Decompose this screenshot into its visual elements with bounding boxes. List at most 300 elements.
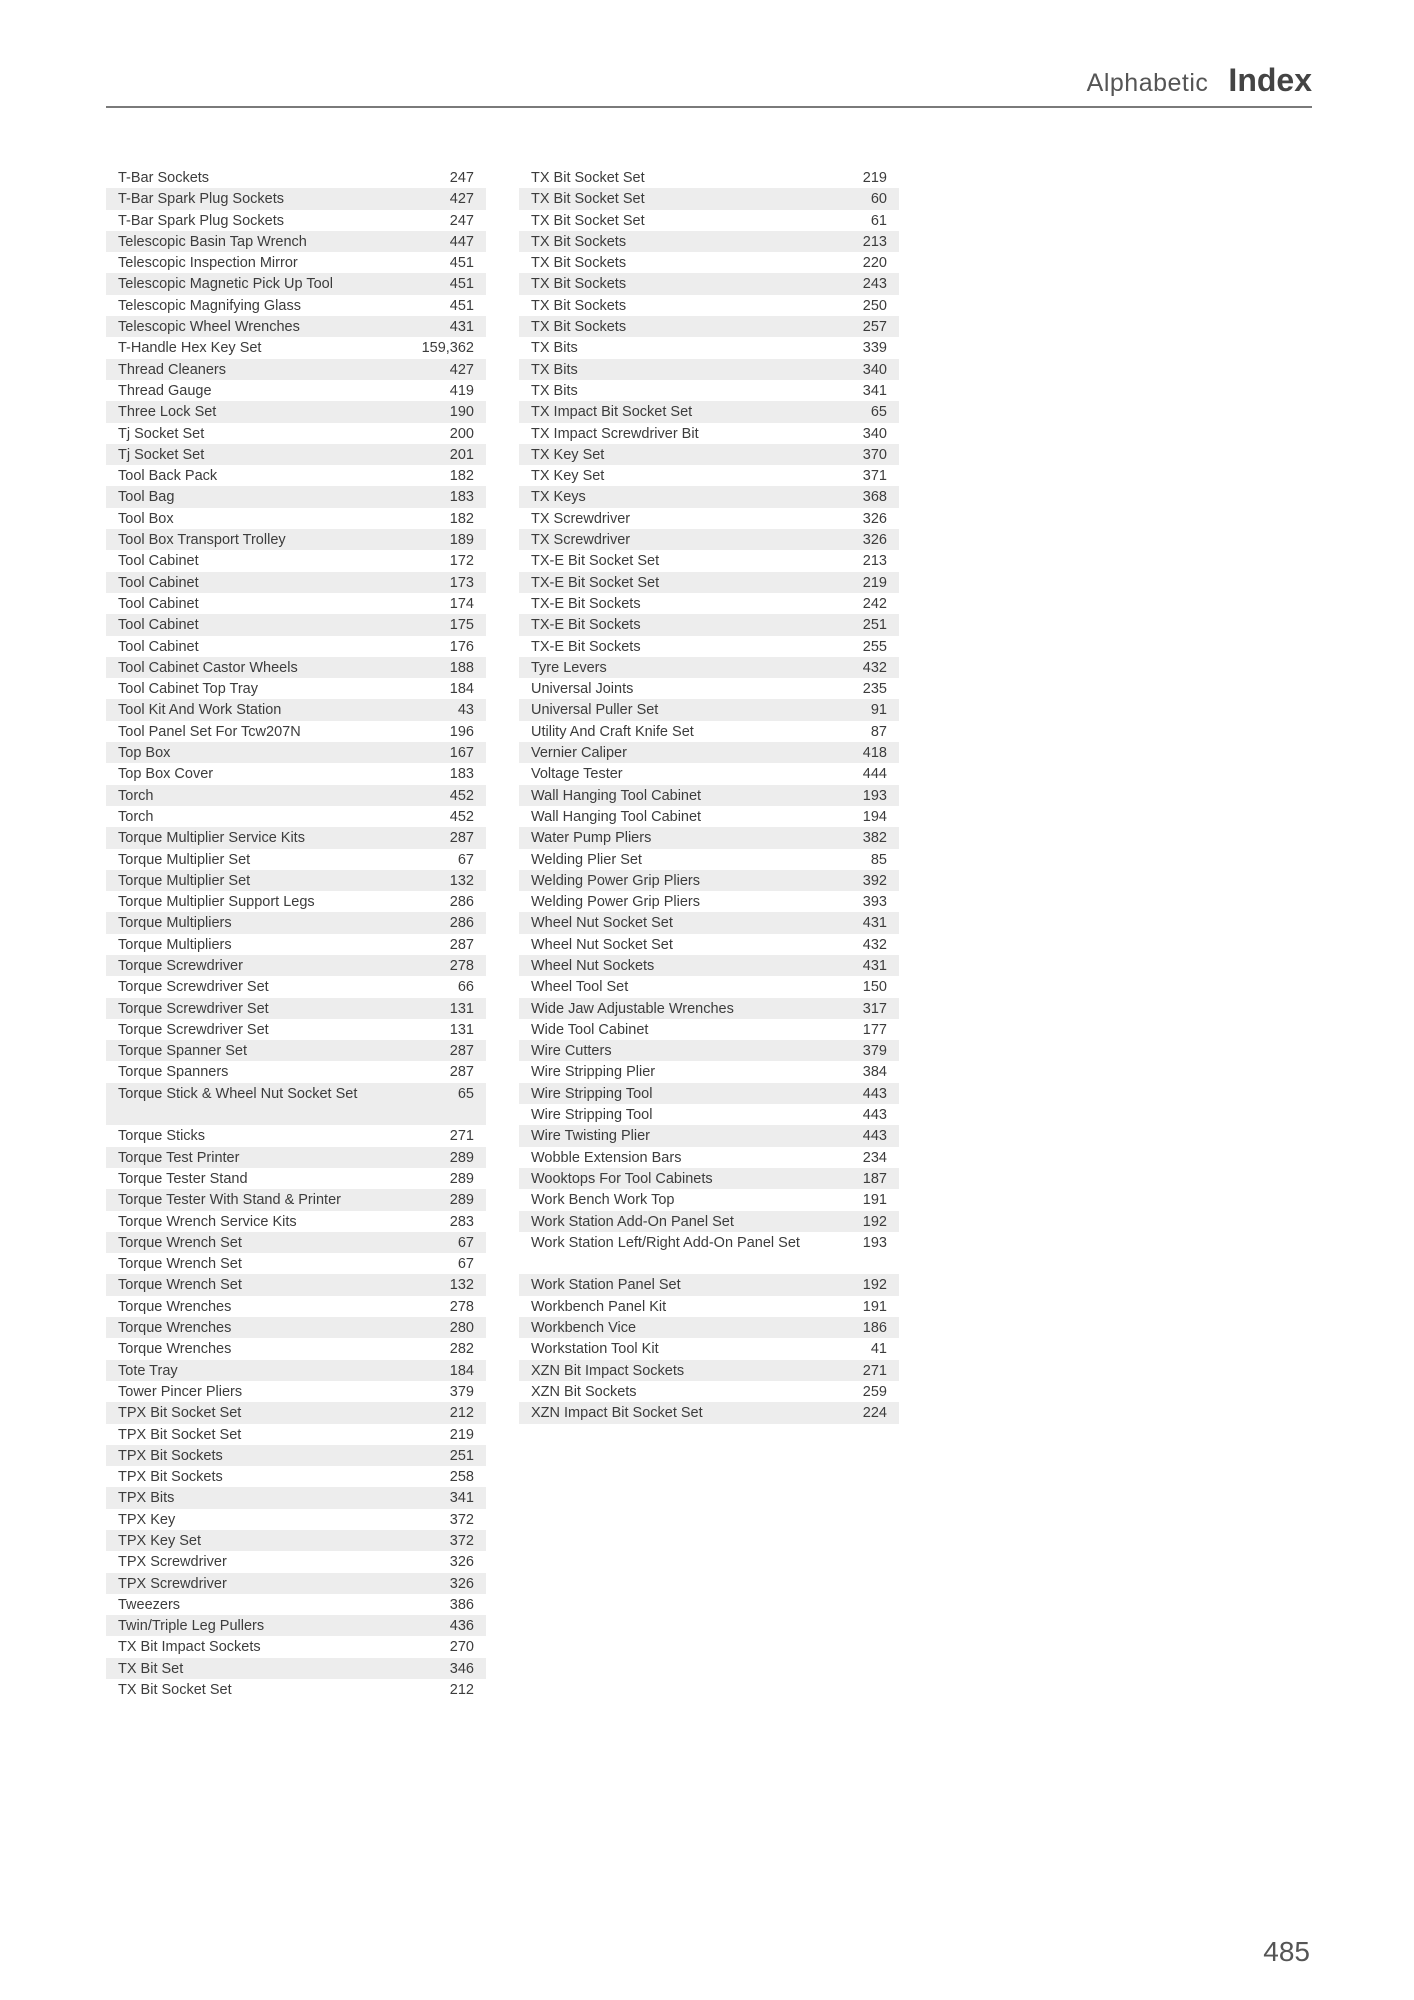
index-page-ref: 177 bbox=[862, 1021, 887, 1038]
index-page-ref: 67 bbox=[457, 851, 474, 868]
index-term: Torque Multiplier Set bbox=[118, 872, 251, 889]
index-page-ref: 382 bbox=[862, 830, 887, 847]
index-page-ref: 370 bbox=[862, 446, 887, 463]
index-term: TPX Bit Socket Set bbox=[118, 1426, 242, 1443]
index-row bbox=[519, 1232, 899, 1275]
index-row bbox=[519, 1360, 899, 1381]
index-page-ref: 182 bbox=[449, 468, 474, 485]
index-page-ref: 194 bbox=[862, 808, 887, 825]
index-term: Universal Puller Set bbox=[531, 702, 659, 719]
index-term: Torque Wrenches bbox=[118, 1320, 232, 1337]
index-term: Wire Cutters bbox=[531, 1043, 612, 1060]
index-row bbox=[519, 1147, 899, 1168]
index-row bbox=[519, 785, 899, 806]
index-page-ref: 201 bbox=[449, 446, 474, 463]
index-page-ref: 191 bbox=[862, 1192, 887, 1209]
index-page-ref: 219 bbox=[449, 1426, 474, 1443]
index-row bbox=[519, 912, 899, 933]
index-page-ref: 447 bbox=[449, 233, 474, 250]
index-row bbox=[519, 529, 899, 550]
index-page-ref: 219 bbox=[862, 170, 887, 186]
index-term: Utility And Craft Knife Set bbox=[531, 723, 694, 740]
index-term: Wire Stripping Plier bbox=[531, 1064, 656, 1081]
index-row bbox=[106, 1573, 486, 1594]
index-row bbox=[519, 1019, 899, 1040]
index-row bbox=[519, 273, 899, 294]
index-row bbox=[106, 636, 486, 657]
index-row bbox=[106, 167, 486, 188]
index-row bbox=[106, 1636, 486, 1657]
index-row bbox=[519, 998, 899, 1019]
index-term: TX-E Bit Sockets bbox=[531, 638, 641, 655]
index-row bbox=[519, 1274, 899, 1295]
index-page-ref: 287 bbox=[449, 936, 474, 953]
index-term: TX Bits bbox=[531, 340, 578, 357]
index-row bbox=[106, 699, 486, 720]
index-row bbox=[106, 1594, 486, 1615]
index-row bbox=[519, 870, 899, 891]
index-row bbox=[106, 976, 486, 997]
index-page-ref: 196 bbox=[449, 723, 474, 740]
index-row bbox=[519, 1125, 899, 1146]
index-term: Torque Wrench Set bbox=[118, 1277, 242, 1294]
index-row bbox=[519, 806, 899, 827]
index-row bbox=[106, 1147, 486, 1168]
index-term: Tool Cabinet bbox=[118, 574, 199, 591]
index-page-ref: 282 bbox=[449, 1341, 474, 1358]
index-page-ref: 393 bbox=[862, 894, 887, 911]
index-term: TPX Bits bbox=[118, 1490, 175, 1507]
index-page-ref: 326 bbox=[449, 1575, 474, 1592]
index-row bbox=[519, 1296, 899, 1317]
index-term: TX Bit Sockets bbox=[531, 255, 627, 272]
index-term: Workbench Vice bbox=[531, 1320, 637, 1337]
index-page-ref: 340 bbox=[862, 425, 887, 442]
index-term: Torque Multiplier Service Kits bbox=[118, 830, 305, 847]
index-page-ref: 427 bbox=[449, 361, 474, 378]
index-term: Torque Tester Stand bbox=[118, 1170, 248, 1187]
index-page-ref: 85 bbox=[870, 851, 887, 868]
index-row bbox=[519, 593, 899, 614]
index-page-ref: 346 bbox=[449, 1660, 474, 1677]
index-row bbox=[519, 891, 899, 912]
index-row bbox=[519, 167, 899, 188]
index-row bbox=[519, 1211, 899, 1232]
index-row bbox=[106, 1232, 486, 1253]
index-term: Top Box Cover bbox=[118, 766, 214, 783]
index-row bbox=[106, 827, 486, 848]
index-term: Work Station Left/Right Add-On Panel Set bbox=[531, 1234, 800, 1251]
index-page-ref: 187 bbox=[862, 1170, 887, 1187]
index-row bbox=[106, 1083, 486, 1126]
index-row bbox=[106, 380, 486, 401]
index-row bbox=[519, 849, 899, 870]
index-page-ref: 67 bbox=[457, 1234, 474, 1251]
index-term: TX-E Bit Socket Set bbox=[531, 553, 660, 570]
index-row bbox=[519, 252, 899, 273]
index-page-ref: 386 bbox=[449, 1596, 474, 1613]
index-row bbox=[519, 380, 899, 401]
index-term: Telescopic Magnifying Glass bbox=[118, 297, 301, 314]
index-row bbox=[519, 444, 899, 465]
index-row bbox=[106, 1381, 486, 1402]
index-term: TX Impact Bit Socket Set bbox=[531, 404, 693, 421]
index-row bbox=[106, 593, 486, 614]
index-page-ref: 87 bbox=[870, 723, 887, 740]
index-term: T-Bar Sockets bbox=[118, 170, 210, 186]
index-page-ref: 250 bbox=[862, 297, 887, 314]
index-row bbox=[519, 1381, 899, 1402]
index-row bbox=[106, 1424, 486, 1445]
index-page-ref: 191 bbox=[862, 1298, 887, 1315]
index-page-ref: 286 bbox=[449, 894, 474, 911]
index-term: Torque Wrench Set bbox=[118, 1234, 242, 1251]
index-term: Workstation Tool Kit bbox=[531, 1341, 659, 1358]
index-row bbox=[519, 699, 899, 720]
index-row bbox=[106, 1211, 486, 1232]
index-term: Torque Spanner Set bbox=[118, 1043, 247, 1060]
index-page-ref: 213 bbox=[862, 553, 887, 570]
index-page-ref: 451 bbox=[449, 297, 474, 314]
index-row bbox=[106, 1445, 486, 1466]
index-term: Thread Cleaners bbox=[118, 361, 226, 378]
index-page-ref: 212 bbox=[449, 1405, 474, 1422]
index-term: Torch bbox=[118, 787, 154, 804]
index-page-ref: 182 bbox=[449, 510, 474, 527]
index-term: Universal Joints bbox=[531, 681, 634, 698]
page-header bbox=[106, 62, 1312, 108]
index-term: Telescopic Basin Tap Wrench bbox=[118, 233, 307, 250]
index-page-ref: 443 bbox=[862, 1128, 887, 1145]
index-page-ref: 66 bbox=[457, 979, 474, 996]
index-term: T-Handle Hex Key Set bbox=[118, 340, 262, 357]
index-row bbox=[106, 231, 486, 252]
index-term: T-Bar Spark Plug Sockets bbox=[118, 191, 285, 208]
index-row bbox=[106, 273, 486, 294]
index-row bbox=[519, 721, 899, 742]
index-row bbox=[519, 423, 899, 444]
index-row bbox=[519, 827, 899, 848]
index-term: TX-E Bit Sockets bbox=[531, 617, 641, 634]
index-row bbox=[519, 1168, 899, 1189]
index-row bbox=[519, 465, 899, 486]
index-row bbox=[106, 252, 486, 273]
index-row bbox=[519, 359, 899, 380]
index-term: TPX Bit Sockets bbox=[118, 1447, 223, 1464]
index-page-ref: 257 bbox=[862, 319, 887, 336]
index-term: Torque Wrenches bbox=[118, 1341, 232, 1358]
index-term: TX Key Set bbox=[531, 468, 605, 485]
index-row bbox=[106, 1253, 486, 1274]
index-page-ref: 287 bbox=[449, 830, 474, 847]
index-row bbox=[106, 614, 486, 635]
index-term: Wooktops For Tool Cabinets bbox=[531, 1170, 713, 1187]
index-row bbox=[106, 1168, 486, 1189]
index-term: TX Impact Screwdriver Bit bbox=[531, 425, 699, 442]
index-term: Torque Multiplier Set bbox=[118, 851, 251, 868]
index-page-ref: 220 bbox=[862, 255, 887, 272]
index-page-ref: 326 bbox=[862, 510, 887, 527]
index-row bbox=[106, 721, 486, 742]
index-term: Wire Stripping Tool bbox=[531, 1107, 653, 1124]
index-page-ref: 341 bbox=[862, 382, 887, 399]
index-page-ref: 384 bbox=[862, 1064, 887, 1081]
index-row bbox=[519, 955, 899, 976]
index-page-ref: 443 bbox=[862, 1085, 887, 1102]
index-page-ref: 289 bbox=[449, 1170, 474, 1187]
index-term: Tool Cabinet Castor Wheels bbox=[118, 659, 298, 676]
index-term: Work Station Panel Set bbox=[531, 1277, 681, 1294]
index-term: Thread Gauge bbox=[118, 382, 212, 399]
index-term: TPX Key Set bbox=[118, 1533, 202, 1549]
index-page-ref: 131 bbox=[449, 1000, 474, 1017]
index-row bbox=[106, 210, 486, 231]
index-column-left bbox=[106, 167, 486, 1700]
index-row bbox=[519, 316, 899, 337]
index-row bbox=[519, 976, 899, 997]
index-row bbox=[519, 636, 899, 657]
index-term: XZN Bit Impact Sockets bbox=[531, 1362, 685, 1379]
index-column-right bbox=[519, 167, 899, 1424]
index-term: TX-E Bit Socket Set bbox=[531, 574, 660, 591]
index-term: Tweezers bbox=[118, 1596, 181, 1613]
index-term: TX-E Bit Sockets bbox=[531, 595, 641, 612]
index-term: Torque Multiplier Support Legs bbox=[118, 894, 315, 911]
index-page-ref: 271 bbox=[449, 1128, 474, 1145]
index-row bbox=[519, 763, 899, 784]
index-row bbox=[106, 678, 486, 699]
index-term: Tool Cabinet bbox=[118, 553, 199, 570]
index-page-ref: 379 bbox=[449, 1383, 474, 1400]
index-page-ref: 436 bbox=[449, 1618, 474, 1635]
index-row bbox=[106, 1317, 486, 1338]
index-row bbox=[106, 295, 486, 316]
index-term: Torch bbox=[118, 808, 154, 825]
index-page-ref: 452 bbox=[449, 808, 474, 825]
index-row bbox=[519, 1104, 899, 1125]
index-page-ref: 61 bbox=[870, 212, 887, 229]
index-page-ref: 159,362 bbox=[421, 340, 474, 357]
index-term: Torque Sticks bbox=[118, 1128, 206, 1145]
index-page-ref: 283 bbox=[449, 1213, 474, 1230]
index-page-ref: 192 bbox=[862, 1213, 887, 1230]
index-page-ref: 60 bbox=[870, 191, 887, 208]
index-term: Tool Box Transport Trolley bbox=[118, 532, 286, 549]
index-term: Water Pump Pliers bbox=[531, 830, 652, 847]
index-page-ref: 212 bbox=[449, 1682, 474, 1699]
index-page-ref: 372 bbox=[449, 1533, 474, 1549]
index-row bbox=[106, 657, 486, 678]
index-page-ref: 432 bbox=[862, 936, 887, 953]
index-page-ref: 251 bbox=[449, 1447, 474, 1464]
index-term: TX Bit Socket Set bbox=[531, 212, 645, 229]
index-page-ref: 132 bbox=[449, 872, 474, 889]
index-term: Tool Kit And Work Station bbox=[118, 702, 282, 719]
index-page-ref: 379 bbox=[862, 1043, 887, 1060]
index-term: TPX Screwdriver bbox=[118, 1554, 227, 1571]
index-page-ref: 132 bbox=[449, 1277, 474, 1294]
index-row bbox=[106, 934, 486, 955]
index-page-ref: 258 bbox=[449, 1469, 474, 1486]
index-page-ref: 176 bbox=[449, 638, 474, 655]
index-term: T-Bar Spark Plug Sockets bbox=[118, 212, 285, 229]
index-term: TPX Key bbox=[118, 1511, 176, 1528]
index-page-ref: 259 bbox=[862, 1383, 887, 1400]
index-page-ref: 193 bbox=[862, 1234, 887, 1251]
index-row bbox=[106, 316, 486, 337]
index-row bbox=[106, 1338, 486, 1359]
index-row bbox=[106, 401, 486, 422]
index-term: TX Bit Socket Set bbox=[531, 170, 645, 186]
index-row bbox=[519, 231, 899, 252]
index-term: Wheel Nut Socket Set bbox=[531, 936, 673, 953]
index-term: TX Bit Sockets bbox=[531, 276, 627, 293]
index-term: Wheel Tool Set bbox=[531, 979, 629, 996]
index-term: TX Bits bbox=[531, 361, 578, 378]
index-term: Torque Wrenches bbox=[118, 1298, 232, 1315]
index-row bbox=[519, 742, 899, 763]
index-term: TX Keys bbox=[531, 489, 586, 506]
index-page-ref: 339 bbox=[862, 340, 887, 357]
index-term: TX Bit Sockets bbox=[531, 233, 627, 250]
index-page-ref: 175 bbox=[449, 617, 474, 634]
index-page-ref: 150 bbox=[862, 979, 887, 996]
index-row bbox=[106, 1040, 486, 1061]
index-term: Tool Panel Set For Tcw207N bbox=[118, 723, 301, 740]
index-row bbox=[519, 295, 899, 316]
index-term: Wobble Extension Bars bbox=[531, 1149, 682, 1166]
index-term: Tool Cabinet bbox=[118, 638, 199, 655]
index-term: Wheel Nut Sockets bbox=[531, 957, 655, 974]
index-term: Wall Hanging Tool Cabinet bbox=[531, 787, 702, 804]
index-page-ref: 184 bbox=[449, 681, 474, 698]
index-row bbox=[519, 657, 899, 678]
index-row bbox=[106, 1487, 486, 1508]
index-page-ref: 392 bbox=[862, 872, 887, 889]
index-page-ref: 326 bbox=[449, 1554, 474, 1571]
index-term: TX Bit Socket Set bbox=[118, 1682, 232, 1699]
index-row bbox=[106, 742, 486, 763]
index-row bbox=[519, 508, 899, 529]
index-term: TPX Bit Socket Set bbox=[118, 1405, 242, 1422]
index-page-ref: 271 bbox=[862, 1362, 887, 1379]
index-term: Welding Power Grip Pliers bbox=[531, 872, 700, 889]
index-term: Voltage Tester bbox=[531, 766, 623, 783]
index-page-ref: 289 bbox=[449, 1149, 474, 1166]
page-title: Index bbox=[1228, 62, 1312, 98]
index-term: Work Bench Work Top bbox=[531, 1192, 675, 1209]
index-term: Wide Tool Cabinet bbox=[531, 1021, 649, 1038]
index-row bbox=[106, 891, 486, 912]
index-page-ref: 65 bbox=[870, 404, 887, 421]
index-row bbox=[106, 785, 486, 806]
index-row bbox=[106, 849, 486, 870]
index-page-ref: 184 bbox=[449, 1362, 474, 1379]
index-row bbox=[519, 614, 899, 635]
index-page-ref: 65 bbox=[457, 1085, 474, 1102]
index-page-ref: 131 bbox=[449, 1021, 474, 1038]
index-row bbox=[106, 1125, 486, 1146]
index-page-ref: 192 bbox=[862, 1277, 887, 1294]
index-row bbox=[519, 572, 899, 593]
index-page-ref: 172 bbox=[449, 553, 474, 570]
index-row bbox=[106, 550, 486, 571]
index-term: TX Screwdriver bbox=[531, 510, 631, 527]
index-page-ref: 219 bbox=[862, 574, 887, 591]
index-row bbox=[106, 188, 486, 209]
index-row bbox=[106, 508, 486, 529]
index-term: Wire Stripping Tool bbox=[531, 1085, 653, 1102]
index-page-ref: 186 bbox=[862, 1320, 887, 1337]
index-row bbox=[519, 550, 899, 571]
index-page-ref: 193 bbox=[862, 787, 887, 804]
index-page-ref: 247 bbox=[449, 170, 474, 186]
index-term: Torque Screwdriver Set bbox=[118, 979, 269, 996]
index-page-ref: 432 bbox=[862, 659, 887, 676]
index-page-ref: 451 bbox=[449, 255, 474, 272]
index-term: Torque Screwdriver Set bbox=[118, 1021, 269, 1038]
index-page-ref: 419 bbox=[449, 382, 474, 399]
index-term: Wheel Nut Socket Set bbox=[531, 915, 673, 932]
index-row bbox=[106, 1466, 486, 1487]
index-row bbox=[106, 1679, 486, 1700]
index-row bbox=[106, 1061, 486, 1082]
index-term: Telescopic Inspection Mirror bbox=[118, 255, 298, 272]
index-term: Vernier Caliper bbox=[531, 745, 627, 762]
index-row bbox=[106, 1658, 486, 1679]
index-row bbox=[519, 486, 899, 507]
index-term: TX Bit Impact Sockets bbox=[118, 1639, 261, 1656]
index-term: Wall Hanging Tool Cabinet bbox=[531, 808, 702, 825]
index-row bbox=[106, 1530, 486, 1551]
index-term: TX Bit Sockets bbox=[531, 297, 627, 314]
index-term: Tj Socket Set bbox=[118, 446, 205, 463]
index-row bbox=[106, 806, 486, 827]
index-term: TX Bit Socket Set bbox=[531, 191, 645, 208]
index-page-ref: 317 bbox=[862, 1000, 887, 1017]
index-term: Three Lock Set bbox=[118, 404, 217, 421]
index-row bbox=[106, 1274, 486, 1295]
index-term: Wide Jaw Adjustable Wrenches bbox=[531, 1000, 734, 1017]
index-page-ref: 287 bbox=[449, 1043, 474, 1060]
index-page-ref: 167 bbox=[449, 745, 474, 762]
index-page-ref: 368 bbox=[862, 489, 887, 506]
index-page-ref: 431 bbox=[862, 957, 887, 974]
index-term: Tool Box bbox=[118, 510, 174, 527]
index-row bbox=[106, 486, 486, 507]
index-term: TX Screwdriver bbox=[531, 532, 631, 549]
index-page-ref: 189 bbox=[449, 532, 474, 549]
index-term: Tote Tray bbox=[118, 1362, 178, 1379]
index-page-ref: 183 bbox=[449, 489, 474, 506]
index-row bbox=[106, 1189, 486, 1210]
index-row bbox=[106, 870, 486, 891]
index-page-ref: 224 bbox=[862, 1405, 887, 1422]
page-number: 485 bbox=[1263, 1936, 1310, 1967]
index-term: Tj Socket Set bbox=[118, 425, 205, 442]
index-row bbox=[106, 359, 486, 380]
index-row bbox=[519, 188, 899, 209]
index-page-ref: 451 bbox=[449, 276, 474, 293]
index-row bbox=[519, 934, 899, 955]
index-page-ref: 280 bbox=[449, 1320, 474, 1337]
index-page-ref: 444 bbox=[862, 766, 887, 783]
index-term: TX Bit Sockets bbox=[531, 319, 627, 336]
index-row bbox=[106, 1019, 486, 1040]
index-term: Tool Bag bbox=[118, 489, 175, 506]
index-page-ref: 247 bbox=[449, 212, 474, 229]
index-page-ref: 289 bbox=[449, 1192, 474, 1209]
